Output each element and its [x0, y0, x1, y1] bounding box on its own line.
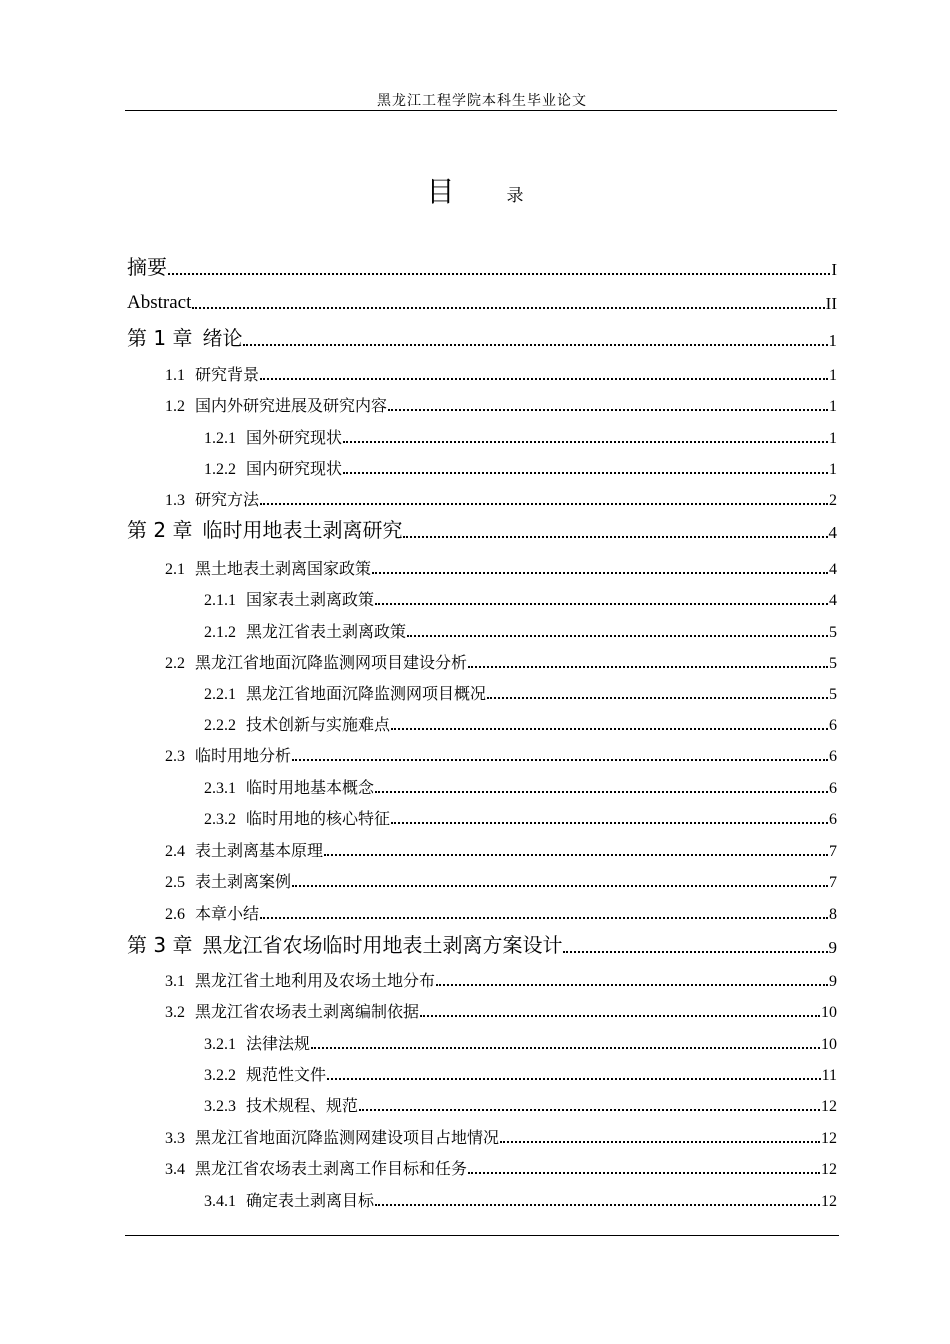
- toc-entry-number: 2.1.1: [204, 592, 236, 609]
- toc-entry-label: [165, 743, 291, 766]
- toc-entry-page: 12: [821, 1098, 837, 1115]
- toc-entry-text: 研究背景: [195, 367, 260, 384]
- toc-entry-number: 第 1 章: [127, 326, 193, 350]
- toc-entry[interactable]: [127, 768, 837, 798]
- toc-entry[interactable]: [127, 736, 837, 766]
- toc-leader-dots: [168, 273, 830, 275]
- toc-entry-number: 3.3: [165, 1130, 185, 1147]
- toc-entry-page: 4: [829, 561, 837, 578]
- toc-title: [0, 170, 950, 210]
- toc-entry-page: 9: [828, 938, 837, 957]
- toc-entry-label: [204, 619, 406, 642]
- toc-entry[interactable]: [127, 386, 837, 416]
- toc-entry-label: [204, 1062, 326, 1085]
- toc-entry-label: [204, 806, 390, 829]
- toc-entry-text: 技术创新与实施难点: [246, 717, 391, 734]
- toc-entry-label: [204, 1031, 310, 1054]
- toc-leader-dots: [192, 307, 824, 309]
- toc-entry-label: [204, 1093, 358, 1116]
- toc-entry-page: 5: [829, 655, 837, 672]
- toc-entry-label: [204, 775, 374, 798]
- toc-entry-number: 2.6: [165, 906, 185, 923]
- toc-entry-number: 2.4: [165, 843, 185, 860]
- toc-entry-number: 3.4: [165, 1161, 185, 1178]
- toc-entry-page: 6: [829, 811, 837, 828]
- toc-entry-page: 11: [821, 1067, 837, 1084]
- toc-leader-dots: [468, 1172, 820, 1174]
- toc-entry-number: 2.1: [165, 561, 185, 578]
- toc-entry-text: 国内研究现状: [246, 461, 343, 478]
- toc-leader-dots: [375, 603, 828, 605]
- toc-entry-number: 1.2.1: [204, 430, 236, 447]
- toc-entry-text: 表土剥离基本原理: [195, 843, 324, 860]
- running-header: 黑龙江工程学院本科生毕业论文: [377, 94, 587, 109]
- toc-entry-text: 法律法规: [246, 1036, 311, 1053]
- toc-entry-text: 本章小结: [195, 906, 260, 923]
- toc-entry[interactable]: [127, 799, 837, 829]
- toc-leader-dots: [327, 1078, 821, 1080]
- toc-entry-text: Abstract: [127, 292, 192, 313]
- toc-entry[interactable]: [127, 992, 837, 1022]
- toc-entry[interactable]: [127, 418, 837, 448]
- toc-entry-label: [165, 650, 467, 673]
- toc-entry-page: 7: [829, 874, 837, 891]
- toc-leader-dots: [563, 951, 827, 953]
- toc-entry-label: [165, 556, 371, 579]
- toc-entry-number: 3.2: [165, 1004, 185, 1021]
- toc-entry[interactable]: [127, 284, 837, 314]
- toc-entry[interactable]: [127, 674, 837, 704]
- toc-entry-page: 7: [829, 843, 837, 860]
- toc-entry-label: [165, 901, 259, 924]
- toc-entry[interactable]: [127, 1181, 837, 1211]
- toc-entry-number: 第 2 章: [127, 518, 193, 542]
- toc-entry-label: [204, 712, 390, 735]
- toc-entry-number: 3.2.3: [204, 1098, 236, 1115]
- toc-entry-page: 5: [829, 624, 837, 641]
- toc-entry-number: 1.2: [165, 398, 185, 415]
- toc-leader-dots: [391, 822, 828, 824]
- toc-entry-page: 10: [821, 1036, 837, 1053]
- toc-entry-number: 2.3: [165, 748, 185, 765]
- toc-entry[interactable]: [127, 449, 837, 479]
- toc-leader-dots: [260, 503, 828, 505]
- toc-entry[interactable]: [127, 1086, 837, 1116]
- toc-entry-text: 黑龙江省农场表土剥离编制依据: [195, 1004, 420, 1021]
- toc-leader-dots: [359, 1109, 820, 1111]
- toc-entry-text: 临时用地表土剥离研究: [202, 518, 403, 542]
- toc-entry[interactable]: [127, 580, 837, 610]
- toc-entry-number: 第 3 章: [127, 933, 193, 957]
- toc-entry[interactable]: [127, 643, 837, 673]
- footer-rule: [125, 1235, 839, 1236]
- toc-entry-text: 确定表土剥离目标: [246, 1193, 375, 1210]
- toc-entry-page: 5: [829, 686, 837, 703]
- toc-entry-label: [165, 838, 323, 861]
- toc-entry-label: [165, 1125, 499, 1148]
- toc-leader-dots: [292, 759, 828, 761]
- toc-entry-page: 1: [829, 398, 837, 415]
- toc-leader-dots: [311, 1047, 820, 1049]
- toc-leader-dots: [403, 536, 827, 538]
- toc-entry-text: 临时用地基本概念: [246, 780, 375, 797]
- toc-leader-dots: [388, 409, 828, 411]
- toc-entry-page: 12: [821, 1193, 837, 1210]
- toc-entry[interactable]: [127, 513, 837, 543]
- toc-entry-number: 1.3: [165, 492, 185, 509]
- toc-entry-text: 黑龙江省地面沉降监测网建设项目占地情况: [195, 1130, 500, 1147]
- toc-entry-page: 6: [829, 780, 837, 797]
- toc-entry[interactable]: [127, 612, 837, 642]
- toc-entry[interactable]: [127, 894, 837, 924]
- toc-entry-number: 1.1: [165, 367, 185, 384]
- toc-entry-label: [127, 251, 167, 280]
- toc-leader-dots: [260, 378, 828, 380]
- toc-leader-dots: [243, 344, 827, 346]
- toc-entry-number: 1.2.2: [204, 461, 236, 478]
- toc-entry-page: 10: [821, 1004, 837, 1021]
- toc-entry-label: [127, 514, 402, 543]
- header-rule: [125, 110, 837, 111]
- toc-title-char-2: 录: [506, 186, 524, 206]
- toc-entry-number: 2.2.2: [204, 717, 236, 734]
- toc-entry[interactable]: [127, 705, 837, 735]
- toc-entry[interactable]: [127, 961, 837, 991]
- toc-entry-number: 2.3.2: [204, 811, 236, 828]
- toc-entry-text: 黑龙江省农场表土剥离工作目标和任务: [195, 1161, 468, 1178]
- toc-entry-text: 黑龙江省土地利用及农场土地分布: [195, 973, 436, 990]
- toc-entry[interactable]: [127, 1118, 837, 1148]
- toc-entry-label: [165, 968, 435, 991]
- toc-entry-number: 2.2: [165, 655, 185, 672]
- toc-leader-dots: [260, 917, 828, 919]
- toc-entry-page: 4: [828, 523, 837, 542]
- toc-entry[interactable]: [127, 250, 837, 280]
- toc-entry-page: 1: [829, 367, 837, 384]
- toc-entry[interactable]: [127, 831, 837, 861]
- toc-leader-dots: [468, 666, 828, 668]
- toc-entry[interactable]: [127, 321, 837, 351]
- toc-leader-dots: [420, 1015, 820, 1017]
- toc-entry-page: 1: [829, 461, 837, 478]
- toc-entry-number: 2.3.1: [204, 780, 236, 797]
- toc-entry-text: 研究方法: [195, 492, 260, 509]
- toc-entry-label: [165, 487, 259, 510]
- toc-entry-label: [127, 292, 191, 314]
- toc-entry-label: [165, 362, 259, 385]
- toc-entry-label: [165, 999, 419, 1022]
- toc-leader-dots: [436, 984, 828, 986]
- toc-entry-page: 4: [829, 592, 837, 609]
- toc-entry[interactable]: [127, 355, 837, 385]
- toc-entry-number: 3.1: [165, 973, 185, 990]
- toc-entry-page: 8: [829, 906, 837, 923]
- toc-entry-label: [204, 456, 342, 479]
- toc-entry-page: 1: [828, 331, 837, 350]
- toc-entry-number: 2.1.2: [204, 624, 236, 641]
- toc-leader-dots: [343, 472, 828, 474]
- toc-entry-text: 黑龙江省地面沉降监测网项目概况: [246, 686, 487, 703]
- toc-entry-page: II: [825, 294, 837, 313]
- toc-entry-text: 表土剥离案例: [195, 874, 292, 891]
- toc-leader-dots: [375, 791, 828, 793]
- toc-entry[interactable]: [127, 928, 837, 958]
- toc-leader-dots: [375, 1204, 820, 1206]
- toc-entry-number: 3.2.1: [204, 1036, 236, 1053]
- toc-entry-label: [204, 681, 486, 704]
- toc-entry-text: 国内外研究进展及研究内容: [195, 398, 388, 415]
- toc-entry-text: 黑龙江省地面沉降监测网项目建设分析: [195, 655, 468, 672]
- toc-entry-page: I: [831, 260, 837, 279]
- toc-entry-label: [204, 1188, 374, 1211]
- toc-entry-text: 黑土地表土剥离国家政策: [195, 561, 372, 578]
- toc-entry[interactable]: [127, 1055, 837, 1085]
- toc-entry-label: [127, 322, 242, 351]
- toc-entry-text: 摘要: [127, 255, 167, 279]
- toc-entry-page: 12: [821, 1130, 837, 1147]
- toc-entry-label: [165, 869, 291, 892]
- toc-entry-number: 2.2.1: [204, 686, 236, 703]
- toc-entry-text: 规范性文件: [246, 1067, 327, 1084]
- toc-leader-dots: [500, 1141, 820, 1143]
- toc-entry-label: [165, 393, 387, 416]
- toc-entry-text: 临时用地分析: [195, 748, 292, 765]
- toc-leader-dots: [292, 885, 828, 887]
- toc-entry[interactable]: [127, 1024, 837, 1054]
- toc-entry-number: 3.4.1: [204, 1193, 236, 1210]
- toc-leader-dots: [407, 635, 828, 637]
- toc-title-char-1: 目: [426, 175, 455, 208]
- toc-entry-text: 国家表土剥离政策: [246, 592, 375, 609]
- toc-leader-dots: [343, 441, 828, 443]
- toc-entry-number: 2.5: [165, 874, 185, 891]
- toc-entry[interactable]: [127, 549, 837, 579]
- toc-entry[interactable]: [127, 862, 837, 892]
- toc-entry-page: 6: [829, 717, 837, 734]
- toc-leader-dots: [324, 854, 828, 856]
- toc-leader-dots: [372, 572, 828, 574]
- toc-entry-label: [127, 929, 562, 958]
- toc-entry-text: 国外研究现状: [246, 430, 343, 447]
- toc-entry-page: 9: [829, 973, 837, 990]
- toc-entry-page: 12: [821, 1161, 837, 1178]
- toc-leader-dots: [391, 728, 828, 730]
- toc-entry-text: 黑龙江省表土剥离政策: [246, 624, 407, 641]
- toc-entry-page: 1: [829, 430, 837, 447]
- toc-entry[interactable]: [127, 1149, 837, 1179]
- toc-leader-dots: [487, 697, 828, 699]
- toc-entry-number: 3.2.2: [204, 1067, 236, 1084]
- toc-entry-label: [204, 587, 374, 610]
- toc-entry-label: [165, 1156, 467, 1179]
- toc-entry-page: 2: [829, 492, 837, 509]
- toc-entry[interactable]: [127, 480, 837, 510]
- toc-entry-text: 黑龙江省农场临时用地表土剥离方案设计: [202, 933, 563, 957]
- toc-entry-label: [204, 425, 342, 448]
- toc-entry-text: 绪论: [202, 326, 243, 350]
- toc-entry-page: 6: [829, 748, 837, 765]
- toc-entry-text: 临时用地的核心特征: [246, 811, 391, 828]
- toc-entry-text: 技术规程、规范: [246, 1098, 359, 1115]
